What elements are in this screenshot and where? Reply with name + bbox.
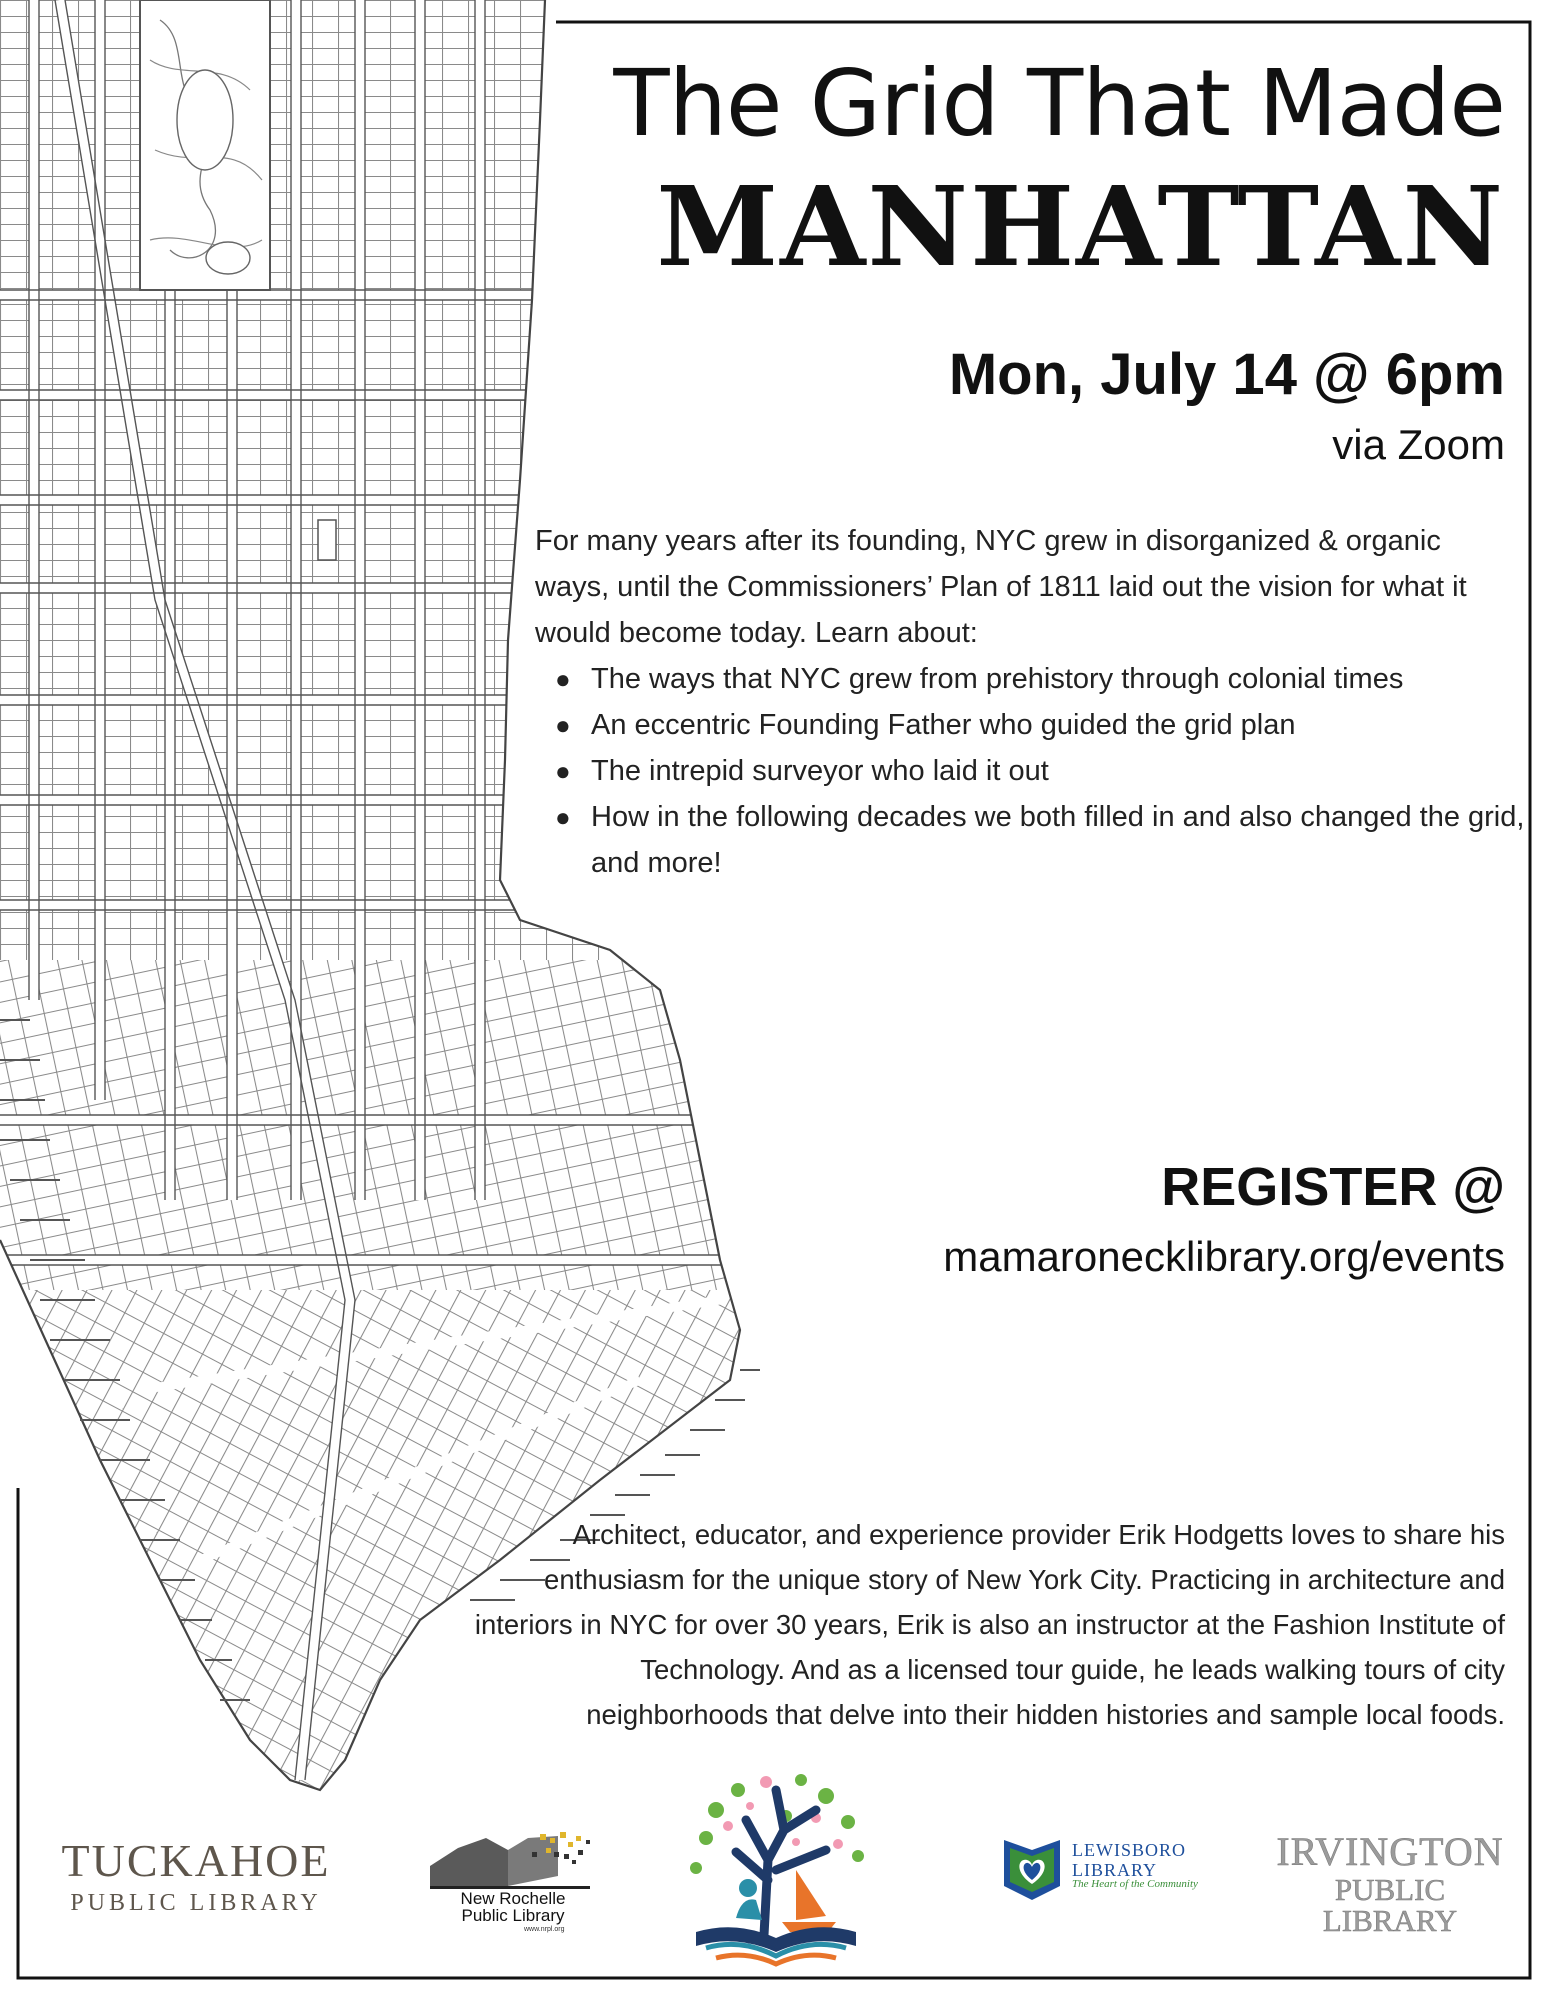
- list-item: [555, 794, 1545, 886]
- lewisboro-logo-line-1: LEWISBORO: [1072, 1840, 1186, 1860]
- lewisboro-heart-book-icon: [1000, 1836, 1064, 1902]
- bullet-icon: ●: [555, 664, 571, 694]
- tuckahoe-library-logo: [46, 1835, 346, 1917]
- irvington-library-logo: [1270, 1829, 1510, 1938]
- list-item-text: How in the following decades we both filled in and also changed the grid, and more!: [591, 801, 1525, 879]
- lewisboro-logo-name: [1072, 1840, 1186, 1880]
- lewisboro-library-logo: [1000, 1836, 1220, 1916]
- lewisboro-logo-line-2: LIBRARY: [1072, 1860, 1158, 1880]
- speaker-bio: Architect, educator, and experience provider Erik Hodgetts loves to share his enthusiasm for the unique story of New York City. Practicing in architecture and interiors in NYC for over 30 years, Erik is also an instructor at the Fashion Institute of Technology. And as a licensed tour guide, he leads walking tours of city neighborhoods that delve into their hidden histories and sample local foods.: [474, 1519, 1505, 1730]
- lewisboro-logo-tagline: The Heart of the Community: [1072, 1878, 1198, 1890]
- new-rochelle-logo-line-1: New Rochelle: [460, 1889, 566, 1908]
- register-heading: REGISTER @: [1161, 1157, 1505, 1217]
- irvington-logo-name: IRVINGTON: [1276, 1829, 1504, 1874]
- learn-about-list: [535, 656, 1545, 886]
- event-description: For many years after its founding, NYC grew in disorganized & organic ways, until the Commissioners’ Plan of 1811 laid out the vision for what it would become today. Learn about:: [535, 525, 1467, 649]
- bullet-icon: ●: [555, 802, 571, 832]
- title-line-2: MANHATTAN: [656, 162, 1505, 291]
- new-rochelle-logo-url: www.nrpl.org: [524, 1926, 565, 1933]
- new-rochelle-logo-line-2: Public Library: [461, 1906, 565, 1925]
- list-item: [555, 748, 1545, 794]
- register-link[interactable]: mamaronecklibrary.org/events: [943, 1233, 1505, 1280]
- event-date-time: Mon, July 14 @ 6pm: [948, 342, 1505, 407]
- list-item: [555, 702, 1545, 748]
- new-rochelle-book-icon: [428, 1826, 598, 1890]
- sponsor-logos: [0, 1760, 1545, 1970]
- list-item-text: An eccentric Founding Father who guided the grid plan: [591, 709, 1296, 741]
- tuckahoe-logo-subtitle: PUBLIC LIBRARY: [70, 1890, 322, 1916]
- bullet-icon: ●: [555, 710, 571, 740]
- list-item: [555, 656, 1545, 702]
- new-rochelle-library-logo: [428, 1826, 598, 1936]
- bullet-icon: ●: [555, 756, 571, 786]
- event-venue: via Zoom: [1332, 421, 1505, 468]
- list-item-text: The ways that NYC grew from prehistory through colonial times: [591, 663, 1404, 695]
- irvington-logo-subtitle: PUBLIC LIBRARY: [1322, 1872, 1458, 1938]
- list-item-text: The intrepid surveyor who laid it out: [591, 755, 1049, 787]
- tuckahoe-logo-name: TUCKAHOE: [61, 1835, 331, 1886]
- new-rochelle-logo-text: [428, 1890, 598, 1924]
- title-line-1: The Grid That Made: [613, 50, 1505, 157]
- reading-tree-logo: [676, 1760, 876, 1970]
